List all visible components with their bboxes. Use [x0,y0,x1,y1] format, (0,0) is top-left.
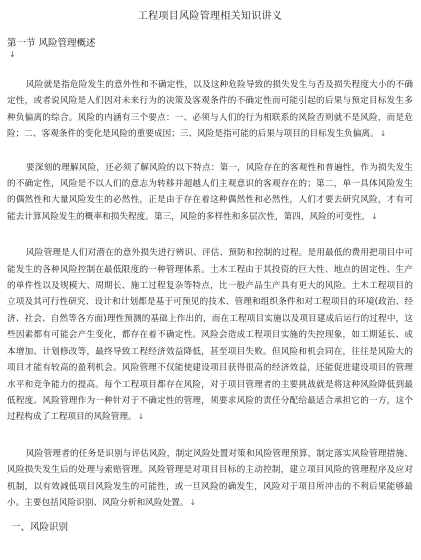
paragraph-risk-characteristics: 要深刻的理解风险，还必须了解风险的以下特点：第一，风险存在的客观性和普遍性，作为损失发生的不确定性，风险是不以人们的意志为转移并超越人们主观意识的客观存在的；第二，单一具体风险发生的偶然性和大量风险发生的必然性，正是由于存在着这种偶然性和必然性，人们才要去研究风险，才有可能去计算风险发生的概率和损失程度。第三，风险的多样性和多层次性，第四，风险的可变性。↓ [7,162,413,222]
paragraph-risk-manager-tasks: 风险管理者的任务是识别与评估风险，制定风险处置对策和风险管理预算，制定落实风险管理措施、风险损失发生后的处理与索赔管理。风险管理是对项目目标的主动控制，建立项目风险的管理程序及应对机制，以有效减低项目风险发生的可能性，或一旦风险的确发生，风险对于项目所冲击的不利后果能够最小。主要包括风险识别、风险分析和风险处置。↓ [7,448,413,508]
paragraph-risk-management: 风险管理是人们对潜在的意外损失进行辨识、评估、预防和控制的过程。是用最低的费用把项目中可能发生的各种风险控制在最低限度的一种管理体系。土木工程由于其投资的巨大性、地点的固定性、生产的单件性以及规模大、周期长、施工过程复杂等特点，比一般产品生产具有更大的风险。土木工程项目的立项及其可行性研究、设计和计划都是基于可预见的技术、管理和组织条件和对工程项目的环境(政治、经济、社会、自然等各方面)理性预测的基础上作出的，而在工程项目实施以及项目建成后运行的过程中，这些因素都有可能会产生变化，都存在着不确定性。风险会造成工程项目实施的失控现象，如工期延长、成本增加、计划修改等，最终导致工程经济效益降低，甚至项目失败。但风险和机会同在，往往是风险大的项目才能有较高的盈利机会。风险管理不仅能使建设项目获得很高的经济效益，还能促进建设项目的管理水平和竞争能力的提高。每个工程项目都存在风险，对于项目管理者的主要挑战就是将这种风险降低到最低程度。风险管理作为一种针对于不确定性的管理，须要求风险的责任分配给最适合承担它的一方，这个过程构成了工程项目的风险管理。↓ [7,248,413,423]
document-title: 工程项目风险管理相关知识讲义 [137,11,283,22]
paragraph-end-mark: ↓ [379,129,387,139]
blank-line [7,60,413,77]
paragraph-end-mark: ↓ [189,497,197,507]
section-heading: 第一节 风险管理概述 [7,38,96,49]
paragraph-risk-definition: 风险就是指危险发生的意外性和不确定性，以及这种危险导致的损失发生与否及损失程度大小的不确定性，或者说风险是人们因对未来行为的决策及客观条件的不确定性而可能引起的后果与预定目标发生多种负偏离的综合。风险的内涵有三个要点：一、必须与人们的行为相联系的风险否则就不是风险，而是危险；二、客观条件的变化是风险的重要成因；三、风险是指可能的后果与项目的目标发生负偏离。↓ [7,80,413,140]
paragraph-end-mark: ↓ [137,412,145,422]
paragraph-end-mark: ↓ [371,211,378,221]
subheading-risk-identification: 一、风险识别 [11,522,69,534]
blank-line [7,426,413,446]
blank-line [7,225,413,245]
paragraph-mark: ↓ [9,50,16,59]
blank-line [7,143,413,160]
